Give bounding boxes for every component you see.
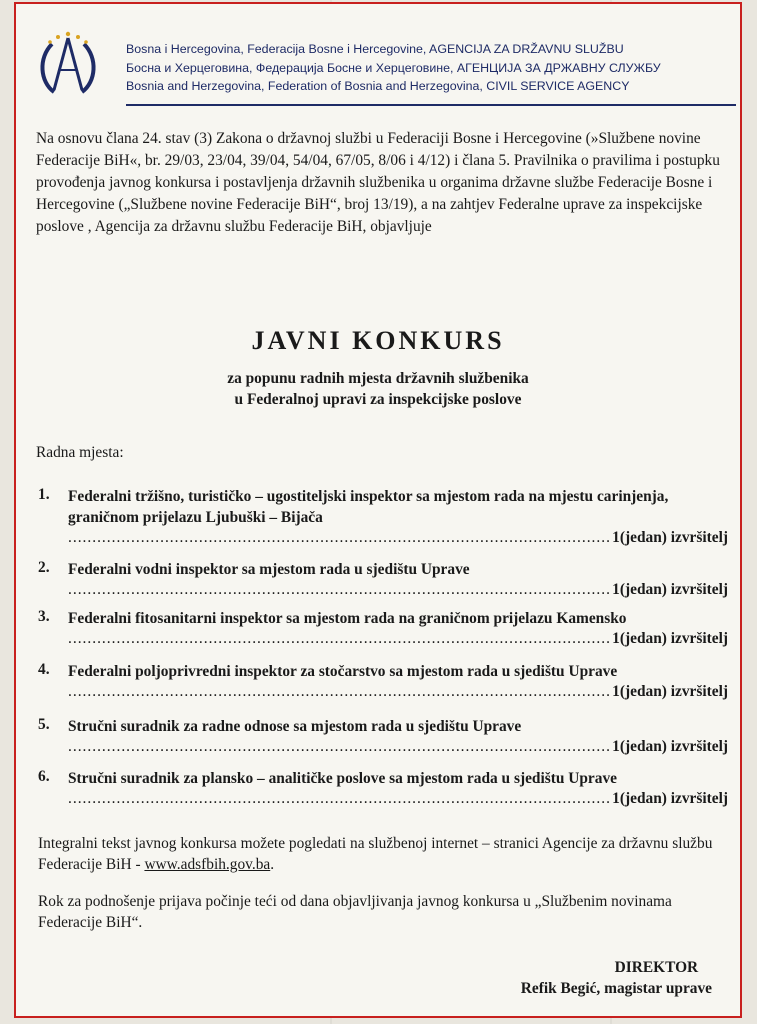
agency-name-english: Bosnia and Herzegovina, Federation of Bosnia and Herzegovina, CIVIL SERVICE AGENCY bbox=[126, 79, 630, 93]
position-number: 2. bbox=[38, 559, 50, 576]
position-count: 1(jedan) izvršitelj bbox=[612, 581, 728, 598]
dot-leader bbox=[68, 789, 610, 809]
position-item bbox=[38, 608, 728, 649]
announcement-frame bbox=[14, 2, 742, 1018]
position-item bbox=[38, 716, 728, 757]
agency-name-latin: Bosna i Hercegovina, Federacija Bosne i Hercegovine, AGENCIJA ZA DRŽAVNU SLUŽBU bbox=[126, 42, 624, 56]
dot-leader bbox=[68, 528, 610, 548]
dot-leader bbox=[68, 629, 610, 649]
position-item bbox=[38, 768, 728, 809]
dot-leader bbox=[68, 580, 610, 600]
signature-block bbox=[521, 957, 712, 999]
position-title: Federalni tržišno, turističko – ugostiteljski inspektor sa mjestom rada na mjestu carinjenja, graničnom prijelazu Ljubuški – Bijača bbox=[68, 488, 669, 526]
positions-label: Radna mjesta: bbox=[36, 444, 124, 461]
position-title: Stručni suradnik za radne odnose sa mjestom rada u sjedištu Uprave bbox=[68, 718, 522, 735]
position-number: 5. bbox=[38, 716, 50, 733]
position-count: 1(jedan) izvršitelj bbox=[612, 790, 728, 807]
dot-leader bbox=[68, 682, 610, 702]
subtitle-line: u Federalnoj upravi za inspekcijske poslove bbox=[234, 391, 522, 408]
position-count-line bbox=[68, 737, 728, 757]
header-divider bbox=[126, 104, 736, 106]
dot-leader bbox=[68, 737, 610, 757]
position-item bbox=[38, 661, 728, 702]
agency-website-link[interactable]: www.adsfbih.gov.ba bbox=[144, 856, 271, 873]
position-count: 1(jedan) izvršitelj bbox=[612, 683, 728, 700]
intro-paragraph: Na osnovu člana 24. stav (3) Zakona o državnoj službi u Federaciji Bosne i Hercegovine (»Službene novine Federacije BiH«, br. 29/03, 23/04, 39/04, 54/04, 67/05, 8/06 i 4/12) i člana 5. Pravilnika o pravilima i postupku provođenja javnog konkursa i postavljenja državnih službenika u organima državne službe Federacije Bosne i Hercegovine („Službene novine Federacije BiH“, broj 13/19), a na zahtjev Federalne uprave za inspekcijske poslove , Agencija za državnu službu Federacije BiH, objavljuje bbox=[36, 130, 720, 235]
position-count-line bbox=[68, 682, 728, 702]
position-item bbox=[38, 559, 728, 600]
agency-name-block bbox=[126, 40, 661, 96]
position-number: 4. bbox=[38, 661, 50, 678]
announcement-title: JAVNI KONKURS bbox=[251, 326, 505, 355]
signatory-role: DIREKTOR bbox=[614, 959, 699, 976]
position-count-line bbox=[68, 528, 728, 548]
header bbox=[34, 30, 734, 110]
website-suffix: . bbox=[270, 856, 275, 873]
position-count-line bbox=[68, 789, 728, 809]
position-number: 1. bbox=[38, 486, 50, 503]
civil-service-agency-logo bbox=[34, 30, 102, 98]
position-title: Federalni fitosanitarni inspektor sa mjestom rada na graničnom prijelazu Kamensko bbox=[68, 610, 627, 627]
signatory-name: Refik Begić, magistar uprave bbox=[520, 980, 712, 997]
position-number: 3. bbox=[38, 608, 50, 625]
integral-text-paragraph bbox=[38, 833, 728, 875]
deadline-paragraph: Rok za podnošenje prijava počinje teći od dana objavljivanja javnog konkursa u „Službenim novinama Federacije BiH“. bbox=[38, 893, 672, 931]
position-count-line bbox=[68, 629, 728, 649]
position-count: 1(jedan) izvršitelj bbox=[612, 529, 728, 546]
position-count: 1(jedan) izvršitelj bbox=[612, 630, 728, 647]
position-title: Federalni vodni inspektor sa mjestom rada u sjedištu Uprave bbox=[68, 561, 470, 578]
position-count: 1(jedan) izvršitelj bbox=[612, 738, 728, 755]
position-title: Federalni poljoprivredni inspektor za stočarstvo sa mjestom rada u sjedištu Uprave bbox=[68, 663, 618, 680]
integral-text: Integralni tekst javnog konkursa možete pogledati na službenoj internet – stranici Agencije za državnu službu Federacije BiH - bbox=[38, 835, 713, 873]
position-item bbox=[38, 486, 728, 548]
subtitle-line: za popunu radnih mjesta državnih službenika bbox=[227, 370, 529, 387]
position-number: 6. bbox=[38, 768, 50, 785]
agency-name-cyrillic: Босна и Херцеговина, Федерација Босне и Херцеговине, АГЕНЦИЈА ЗА ДРЖАВНУ СЛУЖБУ bbox=[126, 60, 661, 75]
position-count-line bbox=[68, 580, 728, 600]
position-title: Stručni suradnik za plansko – analitičke poslove sa mjestom rada u sjedištu Uprave bbox=[68, 770, 617, 787]
announcement-subtitle bbox=[16, 368, 740, 410]
